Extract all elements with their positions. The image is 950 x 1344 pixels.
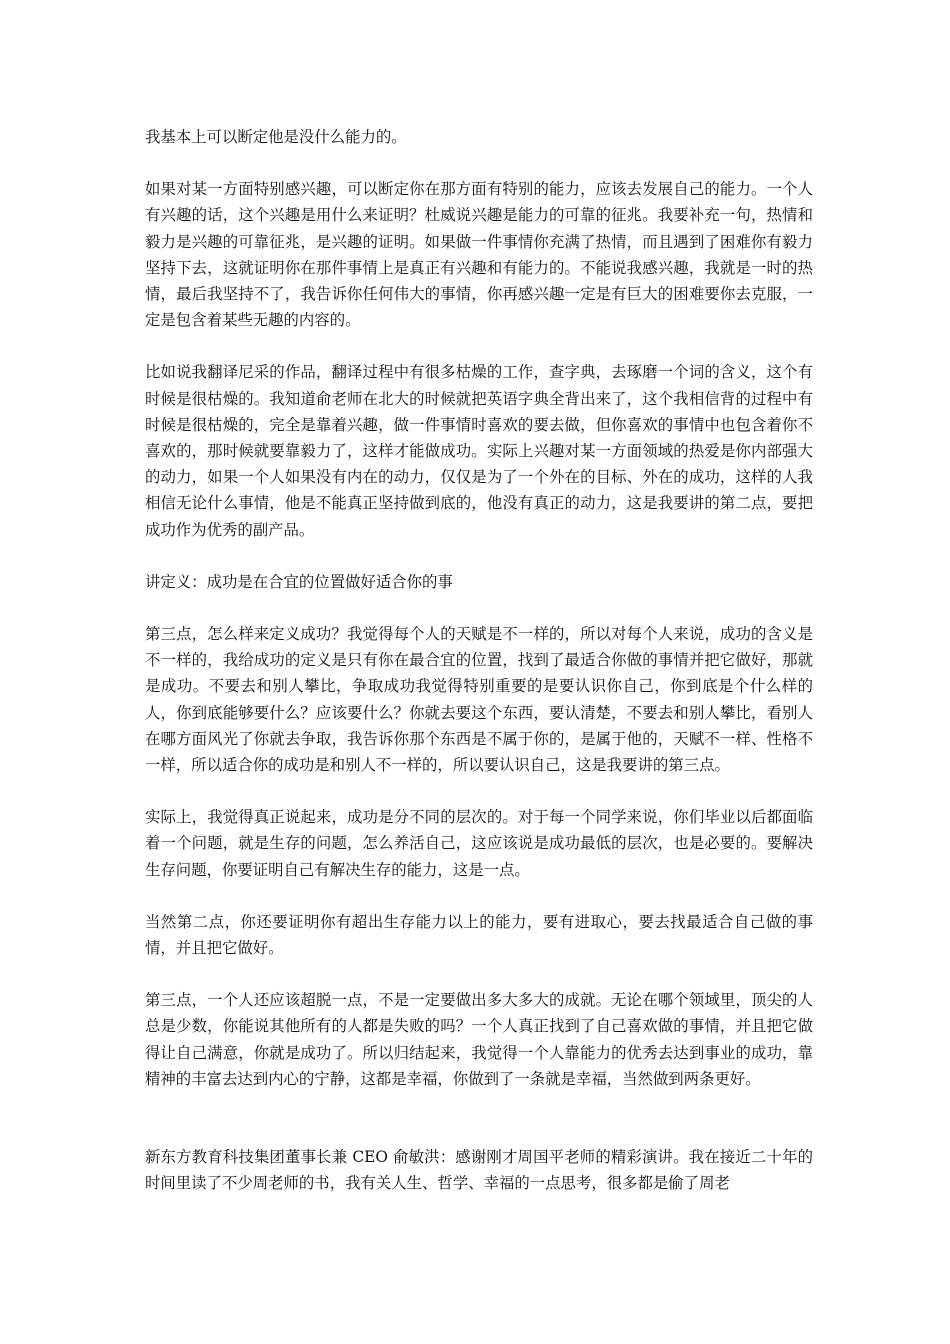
paragraph-1: 我基本上可以断定他是没什么能力的。 bbox=[145, 128, 407, 146]
paragraph-6: 实际上，我觉得真正说起来，成功是分不同的层次的。对于每一个同学来说，你们毕业以后都面临着一个问题，就是生存的问题，怎么养活自己，这应该说是成功最低的层次，也是必要的。要解决生存问题，你要证明自己有解决生存的能力，这是一点。 bbox=[145, 808, 813, 879]
paragraph-9: 新东方教育科技集团董事长兼 CEO 俞敏洪：感谢刚才周国平老师的精彩演讲。我在接近二十年的时间里读了不少周老师的书，我有关人生、哲学、幸福的一点思考，很多都是偷了周老 bbox=[145, 1148, 813, 1193]
section-heading: 讲定义：成功是在合宜的位置做好适合你的事 bbox=[145, 572, 453, 591]
paragraph-3: 比如说我翻译尼采的作品，翻译过程中有很多枯燥的工作，查字典，去琢磨一个词的含义，这个有时候是很枯燥的。我知道俞老师在北大的时候就把英语字典全背出来了，这个我相信背的过程中有时候是很枯燥的，完全是靠着兴趣，做一件事情时喜欢的要去做，但你喜欢的事情中也包含着你不喜欢的，那时候就要靠毅力了，这样才能做成功。实际上兴趣对某一方面领域的热爱是你内部强大的动力，如果一个人如果没有内在的动力，仅仅是为了一个外在的目标、外在的成功，这样的人我相信无论什么事情，他是不能真正坚持做到底的，他没有真正的动力，这是我要讲的第二点，要把成功作为优秀的副产品。 bbox=[145, 363, 813, 539]
document-body bbox=[145, 124, 813, 1223]
paragraph-2: 如果对某一方面特别感兴趣，可以断定你在那方面有特别的能力，应该去发展自己的能力。一个人有兴趣的话，这个兴趣是用什么来证明？杜威说兴趣是能力的可靠的征兆。我要补充一句，热情和毅力是兴趣的可靠征兆，是兴趣的证明。如果做一件事情你充满了热情，而且遇到了困难你有毅力坚持下去，这就证明你在那件事情上是真正有兴趣和有能力的。不能说我感兴趣，我就是一时的热情，最后我坚持不了，我告诉你任何伟大的事情，你再感兴趣一定是有巨大的困难要你去克服，一定是包含着某些无趣的内容的。 bbox=[145, 180, 813, 330]
paragraph-8: 第三点，一个人还应该超脱一点，不是一定要做出多大多大的成就。无论在哪个领域里，顶尖的人总是少数，你能说其他所有的人都是失败的吗？一个人真正找到了自己喜欢做的事情，并且把它做得让自己满意，你就是成功了。所以归结起来，我觉得一个人靠能力的优秀去达到事业的成功，靠精神的丰富去达到内心的宁静，这都是幸福，你做到了一条就是幸福，当然做到两条更好。 bbox=[145, 991, 813, 1088]
paragraph-7: 当然第二点，你还要证明你有超出生存能力以上的能力，要有进取心，要去找最适合自己做的事情，并且把它做好。 bbox=[145, 912, 813, 958]
paragraph-5: 第三点，怎么样来定义成功？我觉得每个人的天赋是不一样的，所以对每个人来说，成功的含义是不一样的，我给成功的定义是只有你在最合宜的位置，找到了最适合你做的事情并把它做好，那就是成功。不要去和别人攀比，争取成功我觉得特别重要的是要认识你自己，你到底是个什么样的人，你到底能够要什么？应该要什么？你就去要这个东西，要认清楚，不要去和别人攀比，看别人在哪方面风光了你就去争取，我告诉你那个东西是不属于你的，是属于他的，天赋不一样、性格不一样，所以适合你的成功是和别人不一样的，所以要认识自己，这是我要讲的第三点。 bbox=[145, 625, 813, 775]
